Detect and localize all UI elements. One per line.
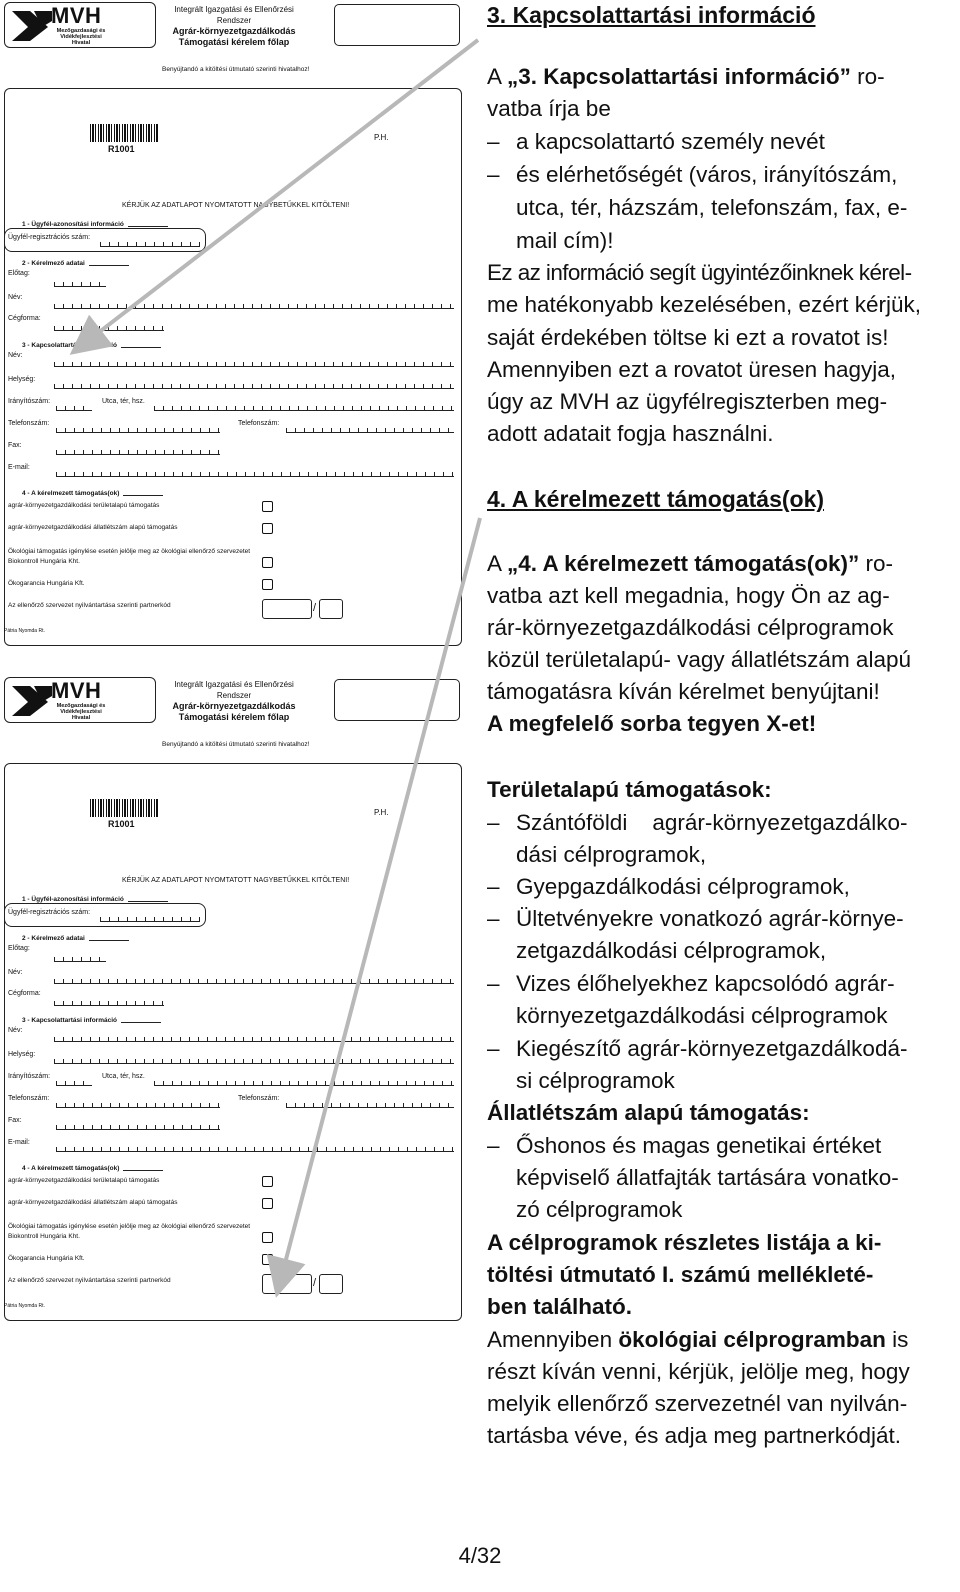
p3-line-h: me hatékonyabb kezelésében, ezért kérjük, [487, 292, 922, 317]
partner-code-separator: / [313, 602, 317, 614]
printer-credit: Pátria Nyomda Rt. [4, 1303, 45, 1309]
printer-credit: Pátria Nyomda Rt. [4, 628, 45, 634]
logo-subtitle: Mezőgazdasági és Vidékfejlesztési Hivatal [56, 703, 106, 721]
fill-instruction: KÉRJÜK AZ ADATLAPOT NYOMTATOTT NAGYBETŰKKEL KITÖLTENI! [122, 202, 350, 209]
p3-a-bold: „3. Kapcsolattartási információ” [507, 64, 851, 89]
form-title-2: Támogatási kérelem főlap [178, 37, 290, 47]
contact-name-label: Név: [8, 352, 23, 359]
area-3a: Ültetvényekre vonatkozó agrár-környe- [516, 906, 904, 931]
option-area-label: agrár-környezetgazdálkodási területalapú támogatás [8, 502, 160, 509]
partner-code-label: Az ellenőrző szervezet nyilvántartása szerinti partnerkód [8, 602, 171, 609]
animal-1c: zó célprogramok [516, 1197, 683, 1222]
prefix-label: Előtag: [8, 945, 30, 952]
dash: – [487, 906, 500, 931]
dash: – [487, 810, 500, 835]
section-4-title: 4 - A kérelmezett támogatás(ok) [22, 490, 120, 497]
p3-line-l: adott adatait fogja használni. [487, 421, 774, 446]
area-4b: környezetgazdálkodási célprogramok [516, 1003, 888, 1028]
submission-note: Benyújtandó a kitöltési útmutató szerinti hivatalhoz! [162, 66, 310, 73]
arrow-section-3 [76, 40, 478, 350]
p4-line-f: A megfelelő sorba tegyen X-et! [487, 711, 817, 736]
contact-name-label: Név: [8, 1027, 23, 1034]
animal-title: Állatlétszám alapú támogatás: [487, 1100, 810, 1125]
p3-line-f: mail cím)! [516, 228, 614, 253]
logo-subtitle: Mezőgazdasági és Vidékfejlesztési Hivatal [56, 28, 106, 46]
page-number: 4/32 [458, 1543, 502, 1568]
fill-instruction: KÉRJÜK AZ ADATLAPOT NYOMTATOTT NAGYBETŰKKEL KITÖLTENI! [122, 877, 350, 884]
phone2-label: Telefonszám: [238, 420, 280, 427]
reg-label: Ügyfél-regisztrációs szám: [8, 909, 91, 916]
name-label: Név: [8, 294, 23, 301]
phone2-label: Telefonszám: [238, 1095, 280, 1102]
system-name: Integrált Igazgatási és Ellenőrzési Rendszer [174, 680, 294, 700]
barcode-label: R1001 [108, 819, 135, 829]
section-4-title: 4 - A kérelmezett támogatás(ok) [22, 1165, 120, 1172]
area-3b: zetgazdálkodási célprogramok, [516, 938, 827, 963]
form-title-2: Támogatási kérelem főlap [178, 712, 290, 722]
eco-b: részt kíván venni, kérjük, jelölje meg, hogy [487, 1359, 910, 1384]
email-label: E-mail: [8, 464, 30, 471]
form-title-1: Agrár-környezetgazdálkodás [172, 26, 296, 36]
reg-label: Ügyfél-regisztrációs szám: [8, 234, 91, 241]
p4-a-bold: „4. A kérelmezett támogatás(ok)” [507, 551, 860, 576]
p3-line-b: vatba írja be [487, 96, 611, 121]
submission-note: Benyújtandó a kitöltési útmutató szerinti hivatalhoz! [162, 741, 310, 748]
eco-c: melyik ellenőrző szervezetnél van nyilván- [487, 1391, 908, 1416]
animal-1a: Őshonos és magas genetikai értéket [516, 1133, 882, 1158]
street-label: Utca, tér, hsz. [102, 1073, 145, 1080]
system-name: Integrált Igazgatási és Ellenőrzési Rendszer [174, 5, 294, 25]
ph-label: P.H. [374, 808, 389, 817]
dash: – [487, 1036, 500, 1061]
heading-section-4: 4. A kérelmezett támogatás(ok) [487, 486, 825, 512]
option-okogarancia-label: Ökogarancia Hungária Kft. [8, 580, 85, 587]
p3-line-c: a kapcsolattartó személy nevét [516, 129, 825, 154]
form-title-1: Agrár-környezetgazdálkodás [172, 701, 296, 711]
p3-line-g: Ez az információ segít ügyintézőinknek kérel- [487, 260, 912, 285]
option-animal-label: agrár-környezetgazdálkodási állatlétszám alapú támogatás [8, 1199, 178, 1206]
p4-line-c: rár-környezetgazdálkodási célprogramok [487, 615, 894, 640]
section-1-title: 1 - Ügyfél-azonosítási információ [22, 221, 124, 228]
section-2-title: 2 - Kérelmező adatai [22, 260, 85, 267]
partner-code-separator: / [313, 1277, 317, 1289]
area-5a: Kiegészítő agrár-környezetgazdálkodá- [516, 1036, 908, 1061]
city-label: Helység: [8, 1051, 36, 1058]
street-label: Utca, tér, hsz. [102, 398, 145, 405]
zip-label: Irányítószám: [8, 1073, 51, 1080]
eco-a-pre: Amennyiben [487, 1327, 619, 1352]
option-eco-label: Ökológiai támogatás igénylése esetén jelölje meg az ökológiai ellenőrző szervezetet [8, 1223, 251, 1230]
p3-line-k: úgy az MVH az ügyfélregiszterben meg- [487, 389, 888, 414]
p4-line-a [487, 551, 893, 577]
eco-a-bold: ökológiai célprogramban [618, 1327, 886, 1352]
p3-a-pre: A [487, 64, 508, 89]
section-1-title: 1 - Ügyfél-azonosítási információ [22, 896, 124, 903]
prefix-label: Előtag: [8, 270, 30, 277]
dash: – [487, 874, 500, 899]
dash: – [487, 971, 500, 996]
section-3-title: 3 - Kapcsolattartási információ [22, 1017, 117, 1024]
option-area-label: agrár-környezetgazdálkodási területalapú támogatás [8, 1177, 160, 1184]
heading-section-3: 3. Kapcsolattartási információ [487, 2, 816, 28]
company-label: Cégforma: [8, 315, 41, 322]
partner-code-label: Az ellenőrző szervezet nyilvántartása szerinti partnerkód [8, 1277, 171, 1284]
dash: – [487, 129, 500, 154]
city-label: Helység: [8, 376, 36, 383]
eco-d: tartásba véve, és adja meg partnerkódját. [487, 1423, 901, 1448]
fax-label: Fax: [8, 442, 22, 449]
area-1b: dási célprogramok, [516, 842, 707, 867]
area-4a: Vizes élőhelyekhez kapcsolódó agrár- [516, 971, 895, 996]
name-label: Név: [8, 969, 23, 976]
logo-title: MVH [51, 678, 102, 703]
dash: – [487, 162, 500, 187]
area-2: Gyepgazdálkodási célprogramok, [516, 874, 850, 899]
dash: – [487, 1133, 500, 1158]
phone-label: Telefonszám: [8, 420, 50, 427]
p3-line-e: utca, tér, házszám, telefonszám, fax, e- [516, 195, 908, 220]
list-c: ben található. [487, 1294, 633, 1319]
arrow-section-4 [278, 518, 480, 1290]
zip-label: Irányítószám: [8, 398, 51, 405]
p3-a-post: ro- [850, 64, 885, 89]
p4-line-e: támogatásra kíván kérelmet benyújtani! [487, 679, 880, 704]
list-a: A célprogramok részletes listája a ki- [487, 1230, 882, 1255]
company-label: Cégforma: [8, 990, 41, 997]
phone-label: Telefonszám: [8, 1095, 50, 1102]
logo-title: MVH [51, 3, 102, 28]
area-5b: si célprogramok [516, 1068, 675, 1093]
option-biokontroll-label: Biokontroll Hungária Kht. [8, 558, 80, 565]
barcode-label: R1001 [108, 144, 135, 154]
animal-1b: képviselő állatfajták tartására vonatko- [516, 1165, 899, 1190]
p3-line-a [487, 64, 885, 90]
ph-label: P.H. [374, 133, 389, 142]
p3-line-i: saját érdekében töltse ki ezt a rovatot is! [487, 325, 889, 350]
p3-line-d: és elérhetőségét (város, irányítószám, [516, 162, 898, 187]
p4-a-pre: A [487, 551, 508, 576]
option-animal-label: agrár-környezetgazdálkodási állatlétszám alapú támogatás [8, 524, 178, 531]
p4-a-post: ro- [859, 551, 893, 576]
section-3-title: 3 - Kapcsolattartási információ [22, 342, 117, 349]
option-okogarancia-label: Ökogarancia Hungária Kft. [8, 1255, 85, 1262]
email-label: E-mail: [8, 1139, 30, 1146]
section-2-title: 2 - Kérelmező adatai [22, 935, 85, 942]
p4-line-b: vatba azt kell megadnia, hogy Ön az ag- [487, 583, 890, 608]
option-eco-label: Ökológiai támogatás igénylése esetén jelölje meg az ökológiai ellenőrző szervezetet [8, 548, 251, 555]
area-1a: Szántóföldi agrár-környezetgazdálko- [516, 810, 908, 835]
p4-line-d: közül területalapú- vagy állatlétszám alapú [487, 647, 911, 672]
option-biokontroll-label: Biokontroll Hungária Kht. [8, 1233, 80, 1240]
fax-label: Fax: [8, 1117, 22, 1124]
list-b: töltési útmutató I. számú mellékleté- [487, 1262, 874, 1287]
eco-a [487, 1327, 908, 1353]
eco-a-post: is [885, 1327, 909, 1352]
p3-line-j: Amennyiben ezt a rovatot üresen hagyja, [487, 357, 896, 382]
area-title: Területalapú támogatások: [487, 777, 772, 802]
